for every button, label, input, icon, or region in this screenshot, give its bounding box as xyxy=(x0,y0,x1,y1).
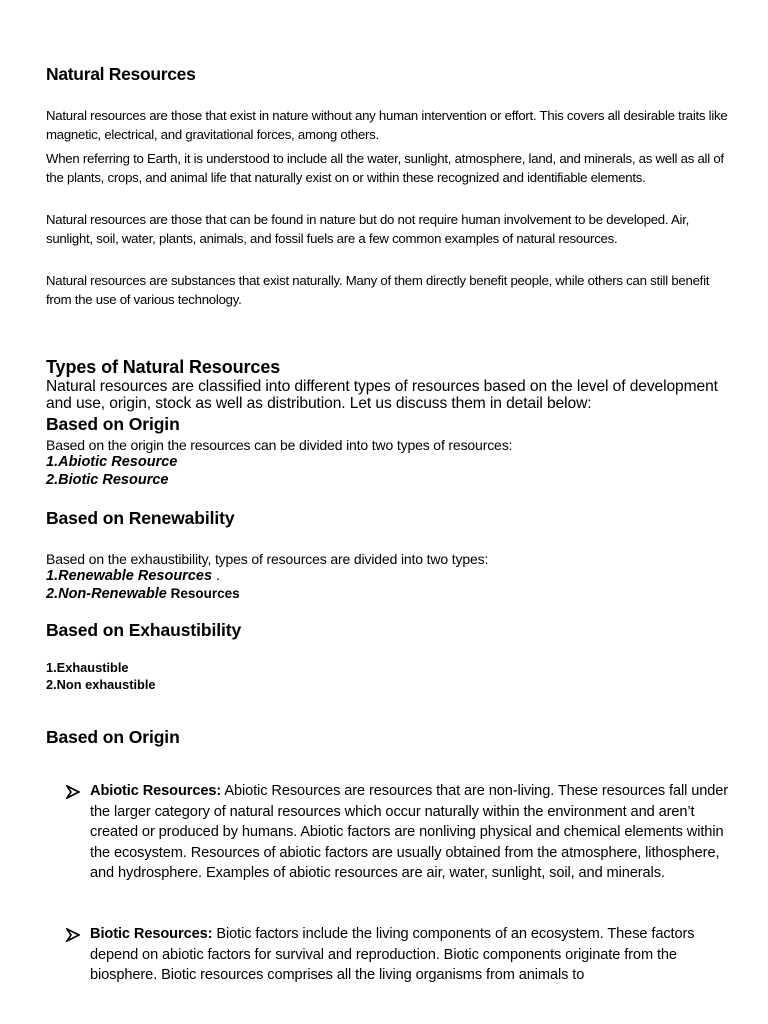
renewability-item-renewable xyxy=(46,568,220,584)
exhaustibility-item-exhaustible: 1.Exhaustible xyxy=(46,660,129,675)
types-intro: Natural resources are classified into different types of resources based on the level of development and use, origin, stock as well as distribution. Let us discuss them in detail below: xyxy=(46,378,718,412)
renewable-suffix: . xyxy=(212,568,221,584)
origin-heading: Based on Origin xyxy=(46,414,180,434)
origin-item-abiotic: 1.Abiotic Resource xyxy=(46,454,178,470)
origin-item-biotic: 2.Biotic Resource xyxy=(46,472,169,488)
origin-description: Based on the origin the resources can be divided into two types of resources: xyxy=(46,437,513,453)
arrowhead-bullet-icon xyxy=(66,785,80,799)
renewability-item-nonrenewable xyxy=(46,586,240,602)
arrowhead-bullet-icon xyxy=(66,928,80,942)
nonrenewable-label: 2.Non-Renewable xyxy=(46,586,167,602)
paragraph-earth: When referring to Earth, it is understood to include all the water, sunlight, atmosphere, land, and minerals, as well as all of the plants, crops, and animal life that naturally exist on or within these recognized and identifiable elements. xyxy=(46,151,724,185)
bullet-abiotic-text: Abiotic Resources are resources that are non-living. These resources fall under the larger category of natural resources which occur naturally within the environment and aren’t created or produced by humans. Abiotic factors are nonliving physical and chemical elements within the ecosystem. Resources of abiotic factors are usually obtained from the atmosphere, lithosphere, and hydrosphere. Examples of abiotic resources are air, water, sunlight, soil, and minerals. xyxy=(90,783,729,882)
paragraph-substances: Natural resources are substances that exist naturally. Many of them directly benefit people, while others can still benefit from the use of various technology. xyxy=(46,273,710,307)
exhaustibility-item-non-exhaustible: 2.Non exhaustible xyxy=(46,677,156,692)
renewability-description: Based on the exhaustibility, types of resources are divided into two types: xyxy=(46,551,489,567)
bullet-biotic xyxy=(90,924,730,986)
bullet-biotic-text: Biotic factors include the living components of an ecosystem. These factors depend on abiotic factors for survival and reproduction. Biotic components originate from the biosphere. Biotic resources comprises all the living organisms from animals to xyxy=(90,926,695,984)
origin-detail-heading: Based on Origin xyxy=(46,727,180,747)
types-heading: Types of Natural Resources xyxy=(46,357,281,377)
document-title: Natural Resources xyxy=(46,64,196,84)
renewability-heading: Based on Renewability xyxy=(46,508,235,528)
bullet-abiotic-term: Abiotic Resources: xyxy=(90,783,222,799)
renewable-label: 1.Renewable Resources xyxy=(46,568,213,584)
paragraph-definition: Natural resources are those that exist in nature without any human intervention or effort. This covers all desirable traits like magnetic, electrical, and gravitational forces, among others. xyxy=(46,108,728,142)
exhaustibility-heading: Based on Exhaustibility xyxy=(46,620,242,640)
bullet-biotic-term: Biotic Resources: xyxy=(90,926,213,942)
bullet-abiotic xyxy=(90,781,730,884)
nonrenewable-suffix: Resources xyxy=(166,586,240,601)
paragraph-examples: Natural resources are those that can be found in nature but do not require human involvement to be developed. Air, sunlight, soil, water, plants, animals, and fossil fuels are a few common examples of natural resources. xyxy=(46,212,690,246)
